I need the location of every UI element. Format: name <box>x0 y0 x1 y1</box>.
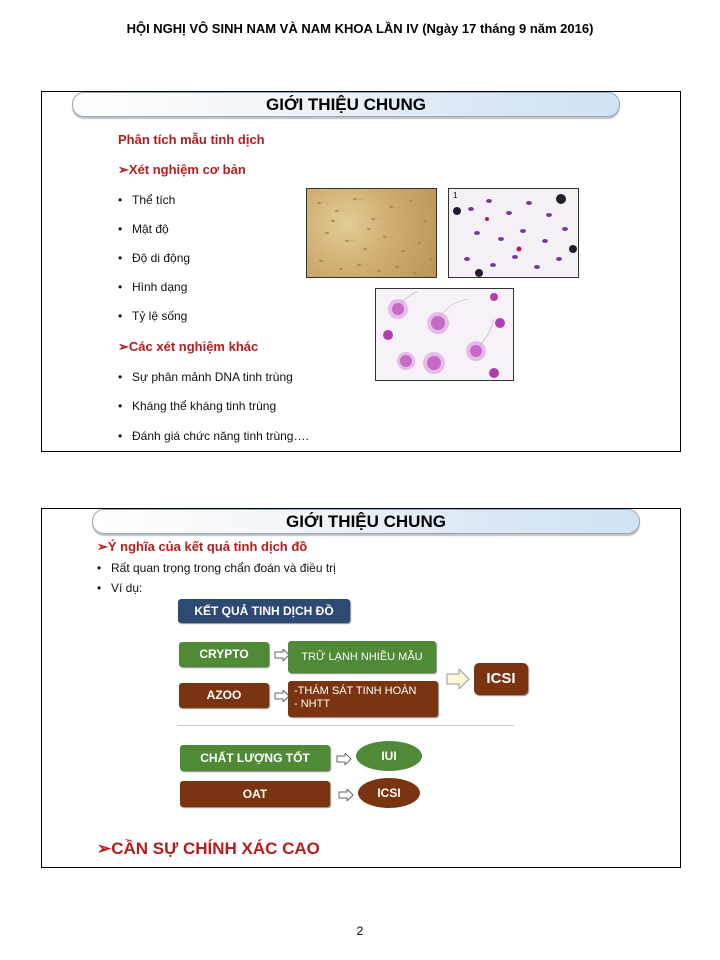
icsi-oval: ICSI <box>358 778 420 808</box>
other-test-item: • Đánh giá chức năng tinh trùng…. <box>118 429 309 443</box>
arrow-right-icon <box>338 789 354 801</box>
iui-oval: IUI <box>356 741 422 771</box>
arrow-right-icon <box>336 753 352 765</box>
stained-smear-image <box>448 188 579 278</box>
semen-microscopy-image <box>306 188 437 278</box>
slide-2 <box>41 508 681 868</box>
other-test-item: • Sự phân mảnh DNA tinh trùng <box>118 370 293 384</box>
basic-test-item: • Thể tích <box>118 193 176 207</box>
slide-1-title: GIỚI THIỆU CHUNG <box>72 92 620 117</box>
other-tests-heading: ➢Các xét nghiệm khác <box>118 339 259 354</box>
conference-header: HỘI NGHỊ VÔ SINH NAM VÀ NAM KHOA LẦN IV (Ngày 17 tháng 9 năm 2016) <box>126 21 594 36</box>
good-quality-box: CHẤT LƯỢNG TỐT <box>180 745 330 771</box>
azoo-actions-box: -THÁM SÁT TINH HOÀN - NHTT <box>288 681 438 717</box>
slide-2-title: GIỚI THIỆU CHUNG <box>92 509 640 534</box>
slide-1 <box>41 91 681 452</box>
basic-test-item: • Mật độ <box>118 222 169 236</box>
basic-test-item: • Hình dạng <box>118 280 188 294</box>
semen-result-box: KẾT QUẢ TINH DỊCH ĐỒ <box>178 599 350 623</box>
azoo-box: AZOO <box>179 683 269 708</box>
basic-tests-heading: ➢Xét nghiệm cơ bản <box>118 162 246 177</box>
meaning-bullet: • Rất quan trọng trong chẩn đoán và điều trị <box>97 561 336 575</box>
other-test-item: • Kháng thể kháng tinh trùng <box>118 399 277 413</box>
page-number: 2 <box>356 924 364 938</box>
meaning-heading: ➢Ý nghĩa của kết quả tinh dịch đồ <box>97 539 308 554</box>
vitality-stain-image <box>375 288 514 381</box>
precision-conclusion: ➢CẦN SỰ CHÍNH XÁC CAO <box>97 839 320 858</box>
store-samples-box: TRỮ LẠNH NHIỀU MẪU <box>288 641 436 673</box>
crypto-box: CRYPTO <box>179 642 269 667</box>
oat-box: OAT <box>180 781 330 807</box>
divider-line <box>177 725 514 726</box>
image-panel-label: 1 <box>453 191 458 200</box>
icsi-box: ICSI <box>474 663 528 695</box>
semen-analysis-subtitle: Phân tích mẫu tinh dịch <box>118 132 265 147</box>
meaning-bullet: • Ví dụ: <box>97 581 143 595</box>
basic-test-item: • Tỷ lệ sống <box>118 309 188 323</box>
arrow-right-icon <box>446 669 470 689</box>
basic-test-item: • Độ di động <box>118 251 191 265</box>
